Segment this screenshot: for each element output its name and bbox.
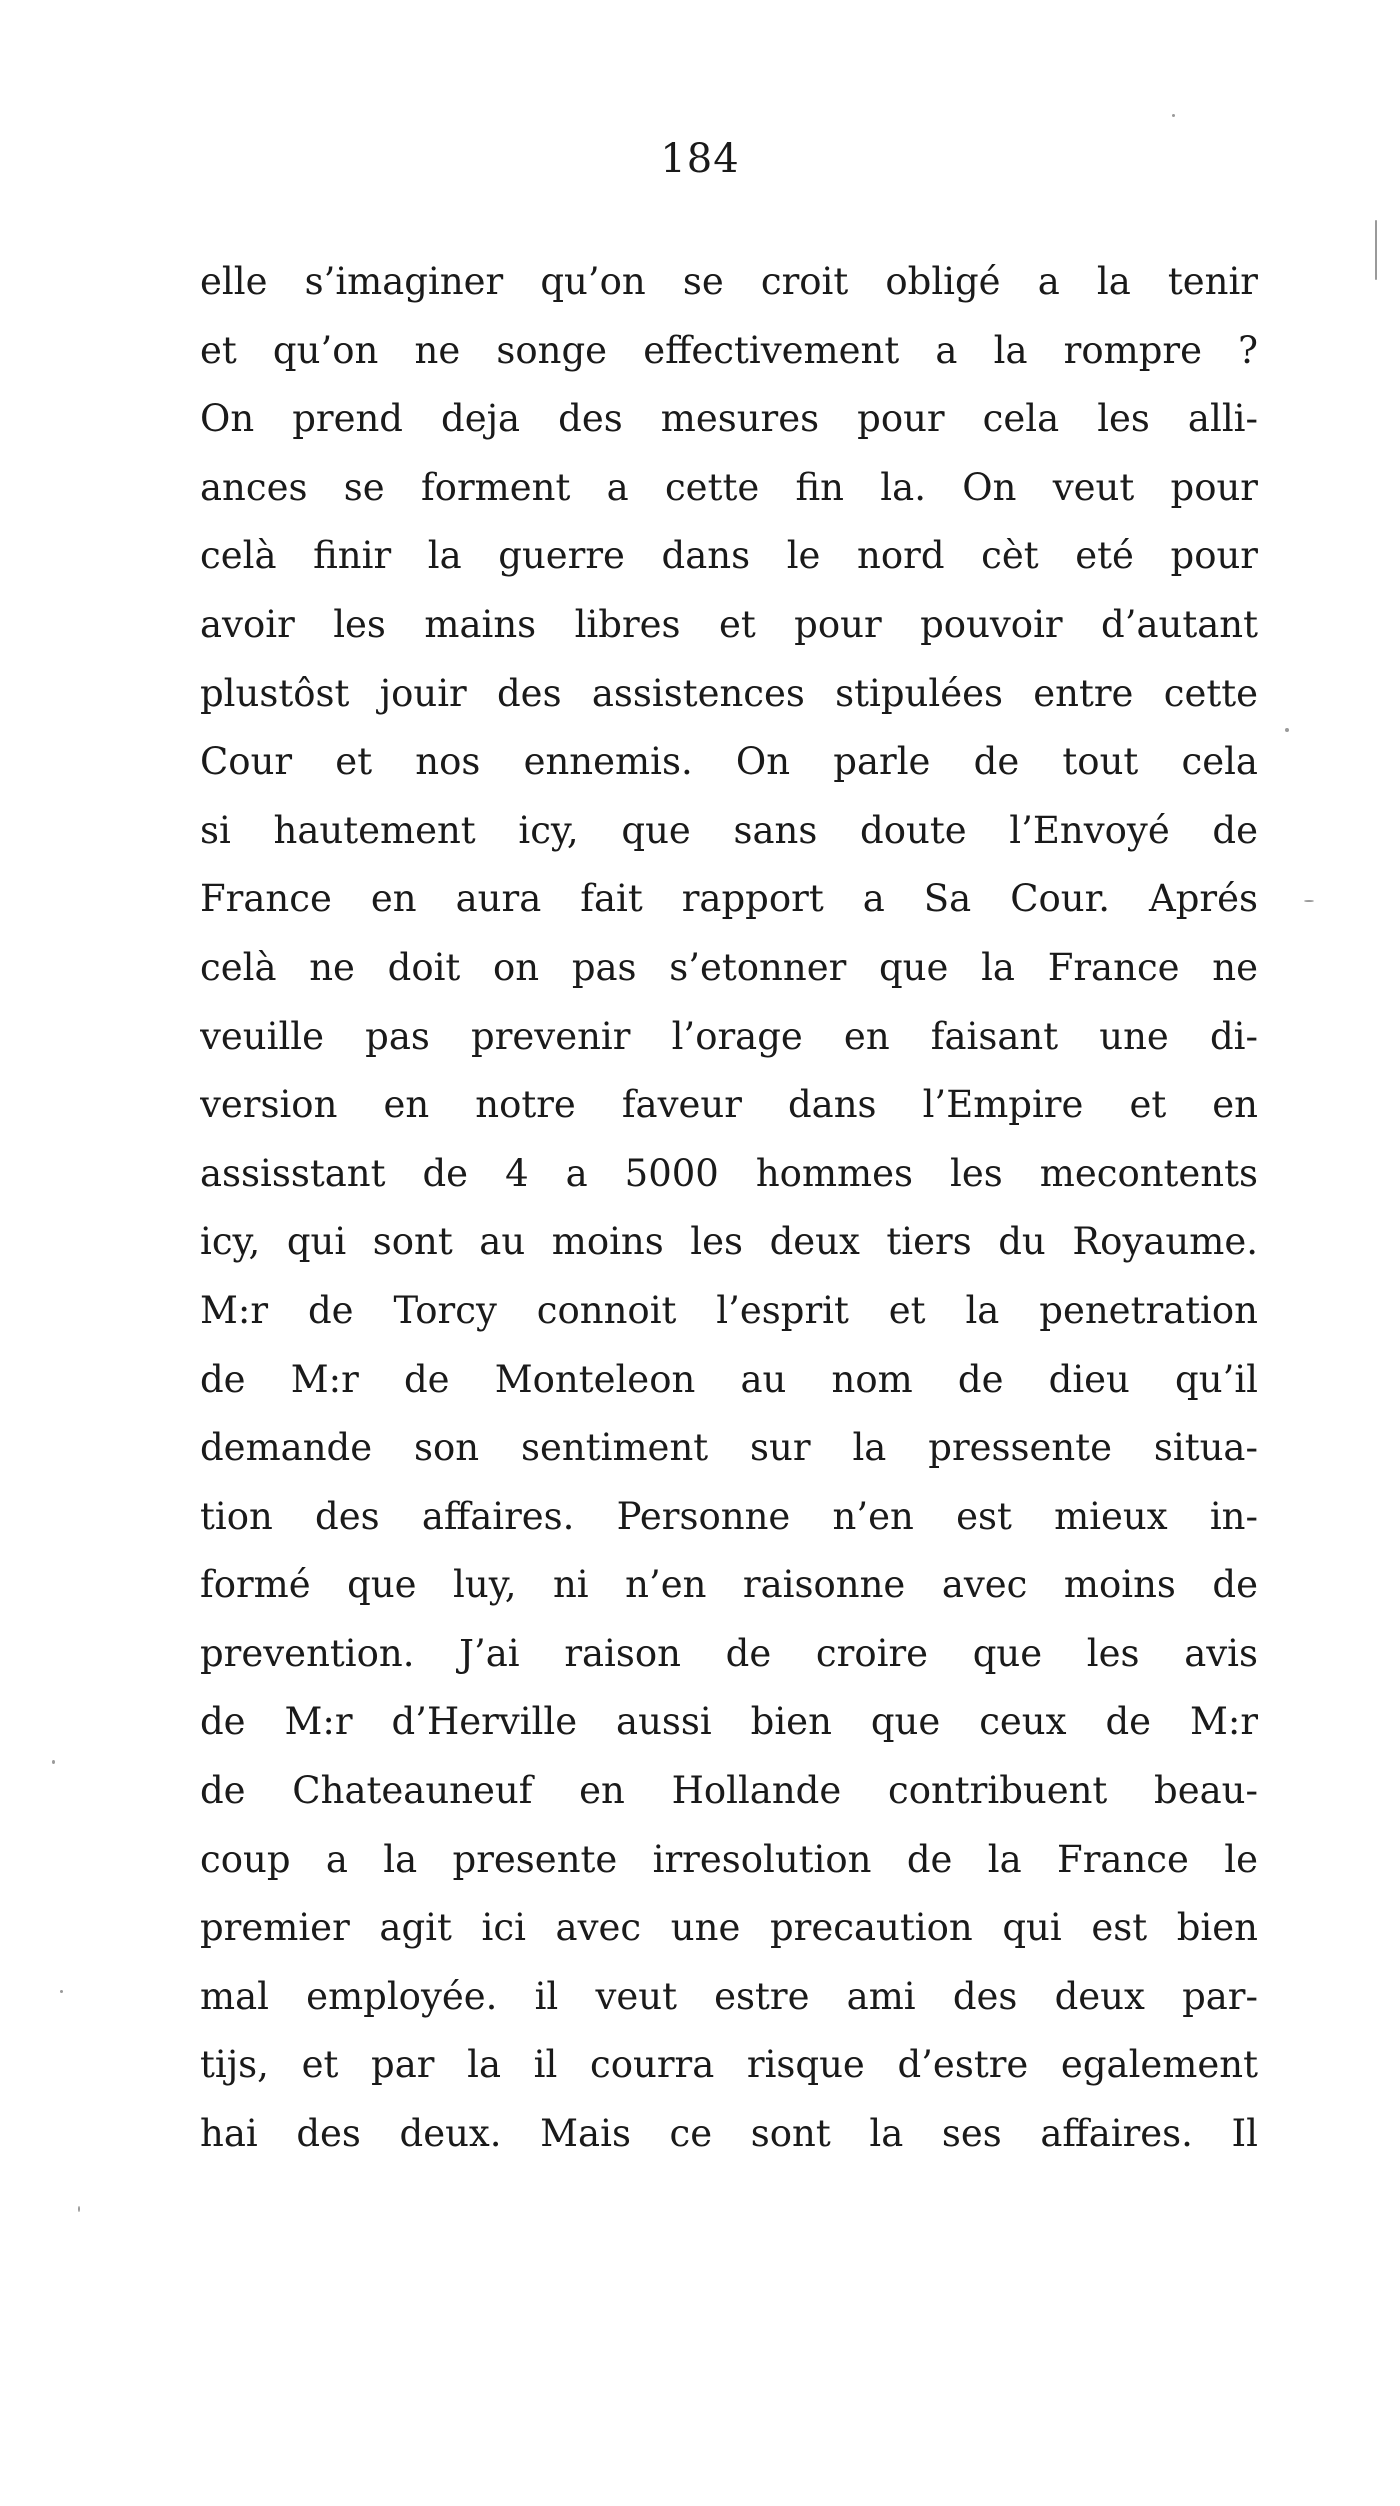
- scan-speck: [1304, 900, 1314, 902]
- text-line: mal employée. il veut estre ami des deux par-: [200, 1974, 1258, 2018]
- text-line: celà ne doit on pas s’etonner que la France ne: [200, 945, 1258, 989]
- text-line: icy, qui sont au moins les deux tiers du Royaume.: [200, 1220, 1258, 1264]
- text-line: hai des deux. Mais ce sont la ses affaires. Il: [200, 2112, 1258, 2156]
- text-line: de Chateauneuf en Hollande contribuent beau-: [200, 1769, 1258, 1813]
- text-line: M:r de Torcy connoit l’esprit et la penetration: [200, 1288, 1258, 1332]
- text-line: premier agit ici avec une precaution qui est bien: [200, 1906, 1258, 1950]
- scan-speck: [1285, 728, 1289, 732]
- text-line: version en notre faveur dans l’Empire et en: [200, 1083, 1258, 1127]
- scan-speck: [1375, 220, 1377, 280]
- text-line: coup a la presente irresolution de la France le: [200, 1837, 1258, 1881]
- text-line: assisstant de 4 a 5000 hommes les mecontents: [200, 1151, 1258, 1195]
- text-line: tijs, et par la il courra risque d’estre egalement: [200, 2043, 1258, 2087]
- text-line: formé que luy, ni n’en raisonne avec moins de: [200, 1563, 1258, 1607]
- text-line: ances se forment a cette fin la. On veut pour: [200, 465, 1258, 509]
- scan-speck: [60, 1990, 63, 1993]
- text-line: avoir les mains libres et pour pouvoir d’autant: [200, 602, 1258, 646]
- scan-speck: [1172, 114, 1175, 117]
- text-line: celà finir la guerre dans le nord cèt eté pour: [200, 534, 1258, 578]
- text-line: France en aura fait rapport a Sa Cour. Aprés: [200, 877, 1258, 921]
- text-line: Cour et nos ennemis. On parle de tout cela: [200, 740, 1258, 784]
- text-line: tion des affaires. Personne n’en est mieux in-: [200, 1494, 1258, 1538]
- scan-speck: [52, 1760, 55, 1764]
- text-line: si hautement icy, que sans doute l’Envoyé de: [200, 808, 1258, 852]
- text-line: plustôst jouir des assistences stipulées entre cette: [200, 671, 1258, 715]
- page-number: 184: [660, 136, 740, 182]
- text-line: veuille pas prevenir l’orage en faisant une di-: [200, 1014, 1258, 1058]
- text-line: demande son sentiment sur la pressente situa-: [200, 1426, 1258, 1470]
- body-text: [200, 248, 1258, 2169]
- text-line: On prend deja des mesures pour cela les alli-: [200, 397, 1258, 441]
- scan-speck: [78, 2206, 80, 2212]
- text-line: de M:r de Monteleon au nom de dieu qu’il: [200, 1357, 1258, 1401]
- text-line: de M:r d’Herville aussi bien que ceux de M:r: [200, 1700, 1258, 1744]
- text-line: et qu’on ne songe effectivement a la rompre ?: [200, 328, 1258, 372]
- text-line: elle s’imaginer qu’on se croit obligé a la tenir: [200, 260, 1258, 303]
- text-line: prevention. J’ai raison de croire que les avis: [200, 1631, 1258, 1675]
